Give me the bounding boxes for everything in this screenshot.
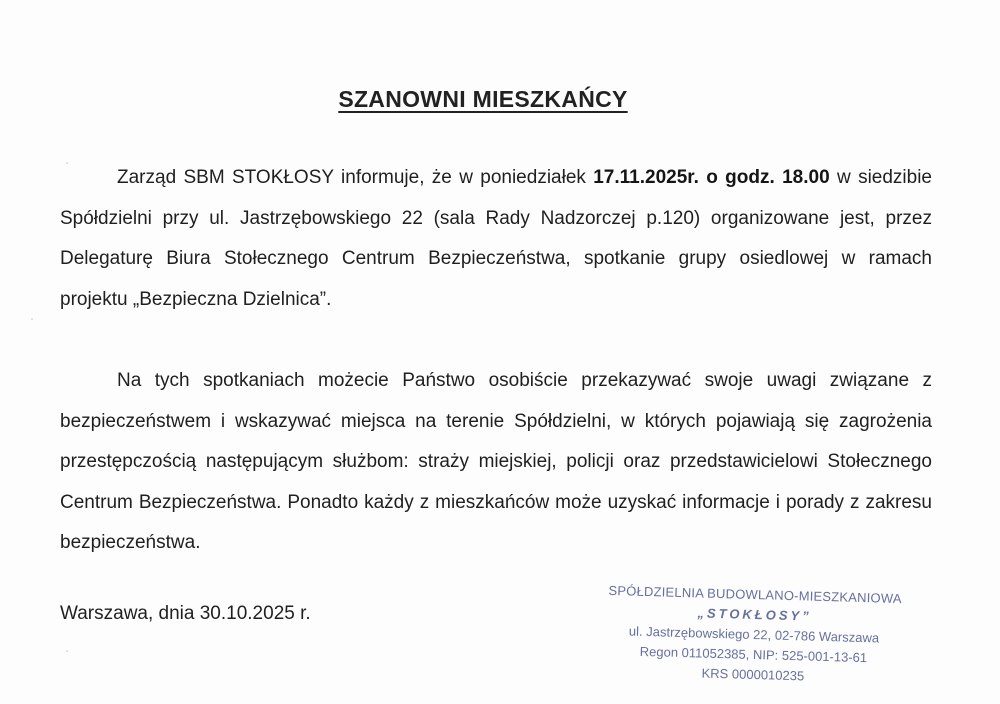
stamp-registry-ids: Regon 011052385, NIP: 525-001-13-61 [639, 643, 868, 666]
cooperative-stamp [583, 580, 926, 689]
page-title: SZANOWNI MIESZKAŃCY [338, 86, 628, 112]
stamp-cooperative-name: SPÓŁDZIELNIA BUDOWLANO-MIESZKANIOWA [608, 582, 902, 607]
scan-speck [31, 318, 33, 320]
stamp-short-name: „STOKŁOSY” [697, 605, 812, 624]
paragraph-2-text: Na tych spotkaniach możecie Państwo osobiście przekazywać swoje uwagi związane z bezpieczeństwem i wskazywać miejsca na terenie Spółdzielni, w których pojawiają się zagrożenia przestępczością następującym służbom: straży miejskiej, policji oraz przedstawicielowi Stołecznego Centrum Bezpieczeństwa. Ponadto każdy z mieszkańców może uzyskać informacje i porady z zakresu bezpieczeństwa. [60, 370, 932, 553]
meeting-date-time: 17.11.2025r. o godz. 18.00 [593, 167, 830, 188]
scan-speck [66, 650, 68, 652]
paragraph-1-details: w siedzibie Spółdzielni przy ul. Jastrzębowskiego 22 (sala Rady Nadzorczej p.120) organizowane jest, przez Delegaturę Biura Stołecznego Centrum Bezpieczeństwa, spotkanie grupy osiedlowej w ramach projektu „Bezpieczna Dzielnica”. [60, 167, 932, 310]
paragraph-meeting-info [60, 158, 932, 320]
stamp-address: ul. Jastrzębowskiego 22, 02-786 Warszawa [628, 623, 880, 646]
place-and-date: Warszawa, dnia 30.10.2025 r. [60, 603, 311, 624]
paragraph-meeting-purpose [60, 361, 932, 564]
scan-speck [66, 162, 68, 164]
stamp-krs-number: KRS 0000010235 [701, 665, 805, 684]
paragraph-1-intro: Zarząd SBM STOKŁOSY informuje, że w poniedziałek [117, 167, 594, 188]
